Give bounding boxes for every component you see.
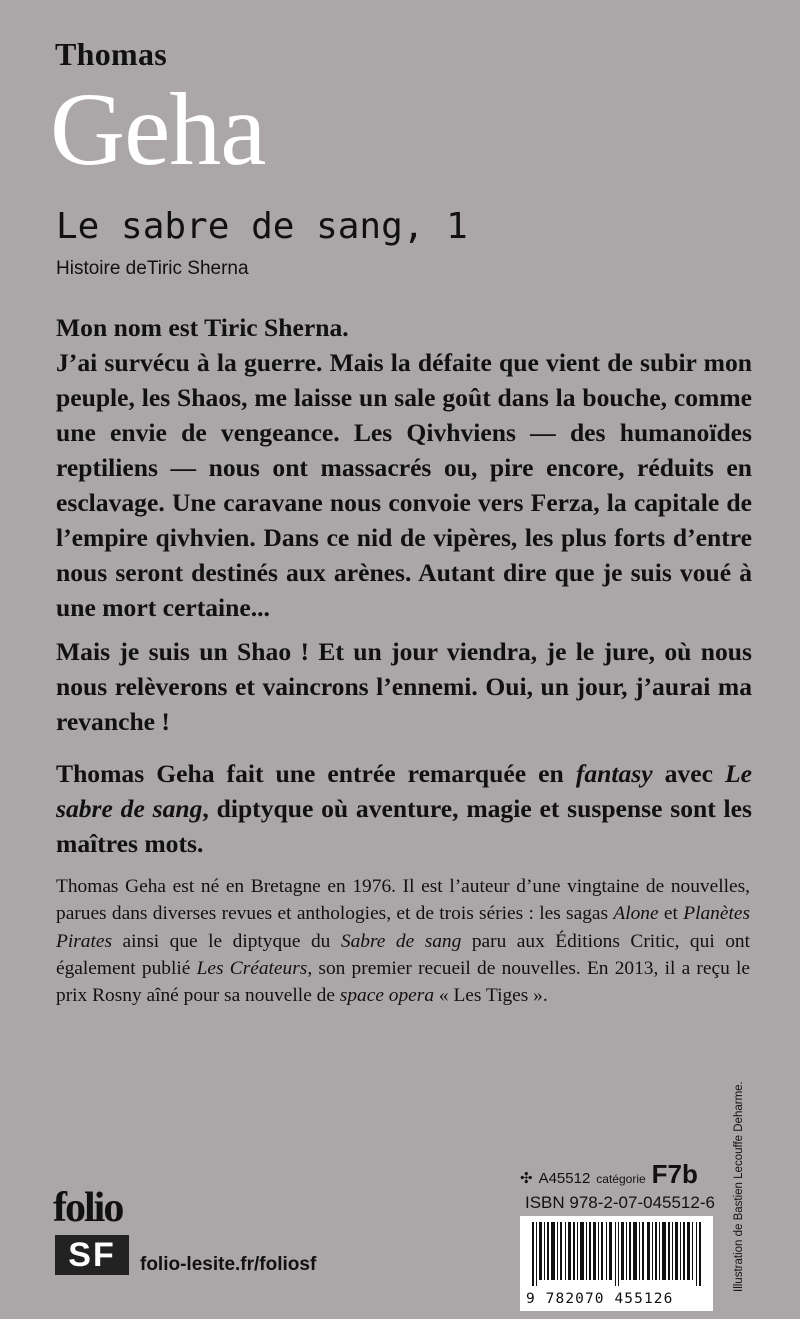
blurb-paragraph-2: J’ai survécu à la guerre. Mais la défaite que vient de subir mon peuple, les Shaos, me laisse un sale goût dans la bouche, comme une envie de vengeance. Les Qivhviens — des humanoïdes reptiliens — nous ont massacrés ou, pire encore, réduits en esclavage. Une caravane nous convoie vers Ferza, la capitale de l’empire qivhvien. Dans ce nid de vipères, les plus forts d’entre nous seront destinés aux arènes. Autant dire que je suis voué à une mort certaine... [56,348,752,622]
book-title: Le sabre de sang, 1 [56,206,468,247]
product-code-line [520,1159,698,1190]
publisher-code-icon: ✣ [520,1170,533,1187]
author-last-name: Geha [50,72,266,187]
blurb-paragraph-3: Mais je suis un Shao ! Et un jour viendra, je le jure, où nous nous relèverons et vaincrons l’ennemi. Oui, un jour, j’aurai ma revanche ! [56,637,752,736]
isbn: ISBN 978-2-07-045512-6 [525,1193,715,1212]
category-label: catégorie [596,1172,646,1186]
product-code: A45512 [538,1170,591,1187]
author-first-name: Thomas [55,36,168,72]
book-subtitle: Histoire deTiric Sherna [56,258,249,279]
blurb-paragraph-1: Mon nom est Tiric Sherna. [56,313,349,342]
folio-logo: folio [53,1185,123,1231]
publisher-website[interactable]: folio-lesite.fr/foliosf [140,1254,317,1275]
pitch-paragraph: Thomas Geha fait une entrée remarquée en fantasy avec Le sabre de sang, diptyque où aventure, magie et suspense sont les maîtres mots. [56,759,752,858]
barcode-digits: 9 782070 455126 [526,1291,674,1307]
category-value: F7b [651,1159,698,1189]
illustration-credit: Illustration de Bastien Lecouffe Deharme. [733,1081,745,1292]
barcode-bars [532,1222,704,1286]
barcode [520,1216,713,1311]
author-bio: Thomas Geha est né en Bretagne en 1976. Il est l’auteur d’une vingtaine de nouvelles, parues dans diverses revues et anthologies, et de trois séries : les sagas Alone et Planètes Pirates ainsi que le diptyque du Sabre de sang paru aux Éditions Critic, qui ont également publié Les Créateurs, son premier recueil de nouvelles. En 2013, il a reçu le prix Rosny aîné pour sa nouvelle de space opera « Les Tiges ». [56,876,750,1007]
sf-logo-badge: SF [55,1235,129,1275]
